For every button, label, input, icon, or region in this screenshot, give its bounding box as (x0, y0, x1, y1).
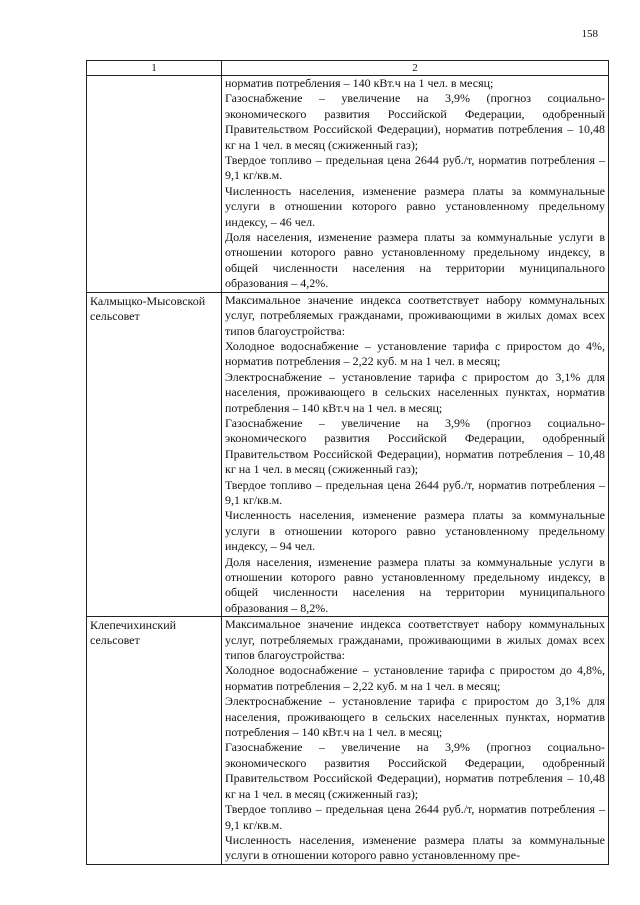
paragraph: Твердое топливо – предельная цена 2644 руб./т, норматив потребления – 9,1 кг/кв.м. (225, 477, 605, 507)
paragraph: Твердое топливо – предельная цена 2644 руб./т, норматив потребления – 9,1 кг/кв.м. (225, 802, 605, 832)
paragraph: Численность населения, изменение размера платы за коммунальные услуги в отношении которого равно установленному предельному индексу, – 94 чел. (225, 508, 605, 554)
paragraph: Электроснабжение – установление тарифа с приростом до 3,1% для населения, проживающего в сельских населенных пунктах, норматив потребления – 140 кВт.ч на 1 чел. в месяц; (225, 694, 605, 740)
indicator-text (222, 76, 609, 293)
indicator-text (222, 292, 609, 617)
paragraph: Холодное водоснабжение – установление тарифа с приростом до 4%, норматив потребления – 2,22 куб. м на 1 чел. в месяц; (225, 338, 605, 369)
paragraph: Газоснабжение – увеличение на 3,9% (прогноз социально-экономического развития Российской Федерации, одобренный Правительством Российской Федерации), норматив потребления – 10,48 кг на 1 чел. в месяц (сжиженный газ); (225, 415, 605, 477)
paragraph: Численность населения, изменение размера платы за коммунальные услуги в отношении которого равно установленному предельному индексу, – 46 чел. (225, 183, 605, 229)
paragraph: Максимальное значение индекса соответствует набору коммунальных услуг, потребляемых гражданами, проживающими в жилых домах всех типов благоустройства: (225, 292, 605, 338)
table-header-row (87, 61, 609, 76)
paragraph: Численность населения, изменение размера платы за коммунальные услуги в отношении которого равно установленному пре- (225, 832, 605, 863)
page-number: 158 (581, 28, 598, 40)
paragraph: Холодное водоснабжение – установление тарифа с приростом до 4,8%, норматив потребления – 2,22 куб. м на 1 чел. в месяц; (225, 663, 605, 693)
paragraph: Газоснабжение – увеличение на 3,9% (прогноз социально-экономического развития Российской Федерации, одобренный Правительством Российской Федерации), норматив потребления – 10,48 кг на 1 чел. в месяц (сжиженный газ); (225, 740, 605, 801)
paragraph: Доля населения, изменение размера платы за коммунальные услуги в отношении которого равно установленному предельному индексу, в общей численности населения на территории муниципального образования – 4,2%. (225, 230, 605, 291)
municipality-name (87, 76, 222, 293)
municipality-name: Клепечихинский сельсовет (87, 617, 222, 865)
paragraph: Доля населения, изменение размера платы за коммунальные услуги в отношении которого равно установленному предельному индексу, в общей численности населения на территории муниципального образования – 8,2%. (225, 554, 605, 615)
column-header-1: 1 (87, 61, 222, 76)
paragraph: норматив потребления – 140 кВт.ч на 1 чел. в месяц; (225, 76, 494, 90)
indicator-text (222, 617, 609, 865)
municipality-name: Калмыцко-Мысовской сельсовет (87, 292, 222, 617)
paragraph: Электроснабжение – установление тарифа с приростом до 3,1% для населения, проживающего в сельских населенных пунктах, норматив потребления – 140 кВт.ч на 1 чел. в месяц; (225, 369, 605, 415)
paragraph: Твердое топливо – предельная цена 2644 руб./т, норматив потребления – 9,1 кг/кв.м. (225, 153, 605, 183)
table-row (87, 617, 609, 865)
paragraph: Газоснабжение – увеличение на 3,9% (прогноз социально-экономического развития Российской Федерации, одобренный Правительством Российской Федерации), норматив потребления – 10,48 кг на 1 чел. в месяц (сжиженный газ); (225, 91, 605, 152)
tariff-table (86, 60, 609, 865)
table-row (87, 76, 609, 293)
column-header-2: 2 (222, 61, 609, 76)
paragraph: Максимальное значение индекса соответствует набору коммунальных услуг, потребляемых гражданами, проживающими в жилых домах всех типов благоустройства: (225, 617, 605, 663)
table-row (87, 292, 609, 617)
